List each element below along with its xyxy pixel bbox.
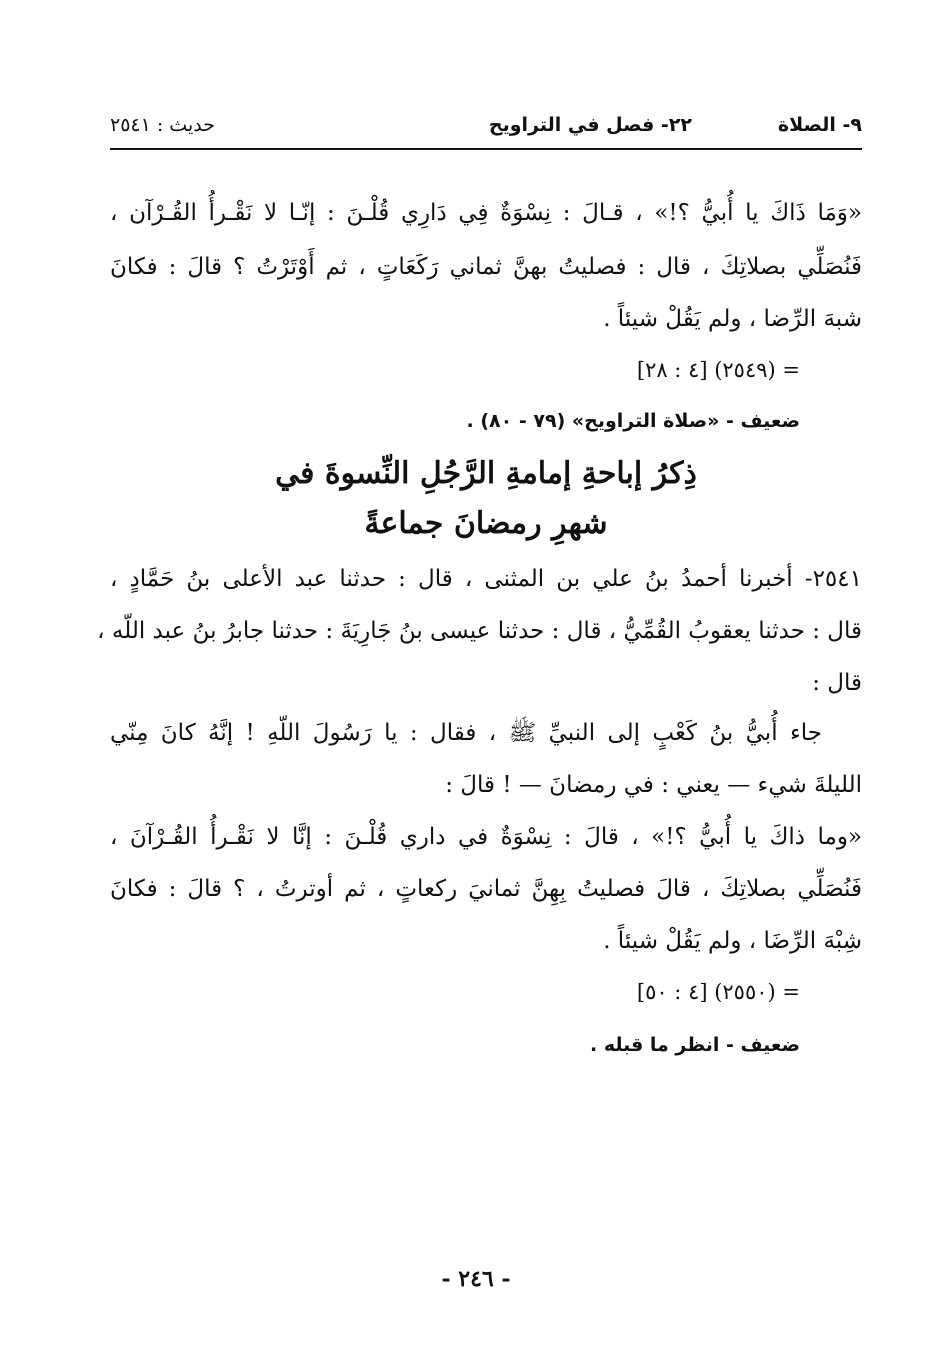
matn-line: «وما ذاكَ يا أُبيُّ ؟!» ، قالَ : نِسْوَةٌ في داري قُلْـنَ : إنَّا لا نَقْـرأُ القُـرْآنَ ،	[110, 824, 862, 850]
cross-reference: = (٢٥٥٠) [٤ : ٥٠]	[636, 980, 800, 1004]
header-book-title: ٩- الصلاة	[777, 114, 862, 136]
text-line: شبهَ الرِّضا ، ولم يَقُلْ شيئاً .	[603, 306, 862, 332]
text-line: فَنُصَلِّي بصلاتِكَ ، قال : فصليتُ بهنَّ ثماني رَكَعَاتٍ ، ثم أَوْتَرْتُ ؟ قالَ : فكانَ	[110, 254, 862, 280]
header-divider	[110, 148, 862, 150]
header-chapter-title: ٢٢- فصل في التراويح	[488, 114, 692, 136]
section-heading-line: ذِكرُ إباحةِ إمامةِ الرَّجُلِ النِّسوةَ في	[275, 456, 697, 491]
page-number: - ٢٤٦ -	[441, 1266, 511, 1292]
matn-line: الليلةَ شيء — يعني : في رمضانَ — ! قالَ :	[445, 772, 862, 798]
grading-note: ضعيف - «صلاة التراويح» (٧٩ - ٨٠) .	[466, 410, 800, 432]
matn-line: فَنُصَلِّي بصلاتِكَ ، قالَ فصليتُ بِهِنَّ ثمانيَ ركعاتٍ ، ثم أوترتُ ، ؟ قالَ : فكانَ	[110, 876, 862, 902]
isnad-line: قال : حدثنا يعقوبُ القُمِّيُّ ، قال : حدثنا عيسى بنُ جَارِيَةَ : حدثنا جابرُ بنُ عبد اللّه ،	[97, 618, 862, 644]
isnad-line: قال :	[812, 670, 862, 696]
header-hadith-ref: حديث : ٢٥٤١	[110, 114, 215, 136]
matn-line: شِبْهَ الرِّضَا ، ولم يَقُلْ شيئاً .	[603, 928, 862, 954]
running-header	[110, 108, 862, 146]
isnad-line: ٢٥٤١- أخبرنا أحمدُ بنُ علي بن المثنى ، قال : حدثنا عبد الأعلى بنُ حَمَّادٍ ،	[110, 566, 862, 592]
section-heading-line: شهرِ رمضانَ جماعةً	[364, 506, 608, 541]
matn-line: جاء أُبيُّ بنُ كَعْبٍ إلى النبيِّ ﷺ ، فقال : يا رَسُولَ اللّهِ ! إنَّهُ كانَ مِنّي	[110, 720, 822, 746]
grading-note: ضعيف - انظر ما قبله .	[590, 1034, 800, 1056]
text-line: «وَمَا ذَاكَ يا أُبيُّ ؟!» ، قـالَ : نِسْوَةٌ فِي دَارِي قُلْـنَ : إنّـا لا نَقْـرأُ القُـرْآن ،	[110, 200, 862, 226]
cross-reference: = (٢٥٤٩) [٤ : ٢٨]	[636, 358, 800, 382]
